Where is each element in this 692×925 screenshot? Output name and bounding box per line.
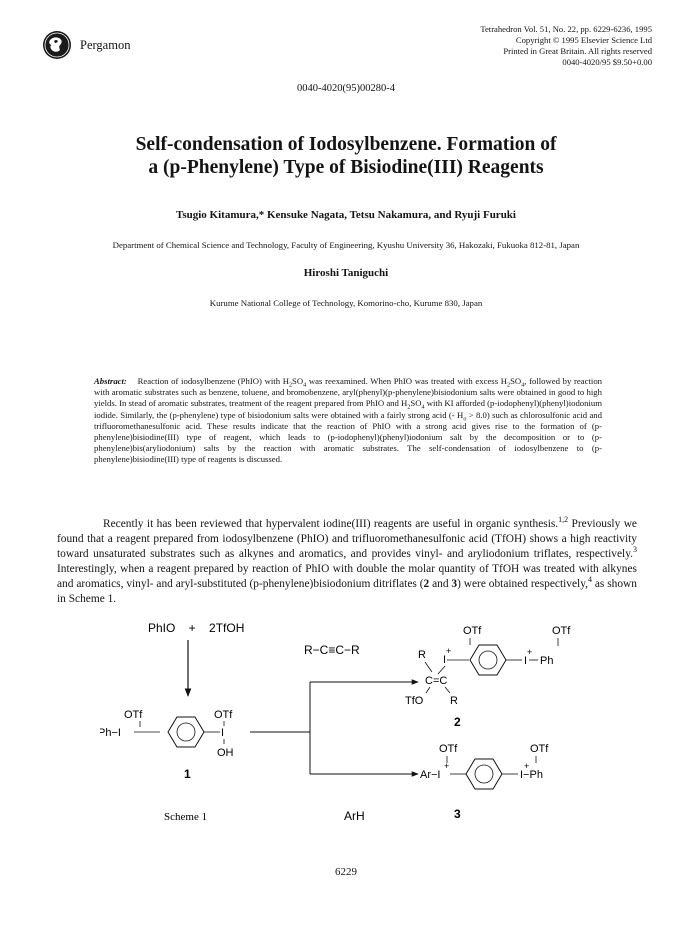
paper-title xyxy=(60,133,632,179)
p1b: Previously we found that a reagent prepared from iodosylbenzene (PhIO) and trifluoromethanesulfonic acid (TfOH) shows a high reactivity toward unsaturated substrates such as alkynes and aromatics, and provides vinyl- and aryliodonium triflates, respectively. xyxy=(57,518,637,560)
scheme-1-drawing xyxy=(100,618,620,858)
benzene-ring-3 xyxy=(466,759,502,789)
oh-group: OH xyxy=(217,747,234,759)
sub-o: o xyxy=(463,416,467,423)
p1c: Interestingly, when a reagent prepared by reaction of PhIO with double the molar quantity of TfOH was treated with alkynes and aromatics, vinyl- and aryl-substituted (p-phenylene)bisiodonium ditriflates ( xyxy=(57,563,637,590)
otf-left: OTf xyxy=(124,709,143,721)
abstract xyxy=(94,376,602,466)
abstract-text-4: > 8.0) such as chlorosulfonic acid and trifluoromethanesulfonic acid. These results indicate that the reaction of PhIO with a strong acid gives rise to the formation of (p-phenylene)bisiodine(III) type of reagent, which leads to (p-iodophenyl)(phenyl)iodonium salt by the decomposition or to (p-phenylene)bis(aryliodonium) salts by the reaction with aromatic substrates. The self-condensation of iodosylbenzene to (p-phenylene)bisiodine(III) type of reagents is discussed. xyxy=(94,409,602,465)
r-2b: R xyxy=(450,695,458,707)
i-ph-3: I−Ph xyxy=(520,769,543,781)
ph-2: Ph xyxy=(540,655,554,667)
sub-4c: 4 xyxy=(421,405,425,412)
plus-2b: + xyxy=(527,647,533,657)
affiliation-2: Kurume National College of Technology, Komorino-cho, Kurume 830, Japan xyxy=(209,298,483,308)
sub-4b: 4 xyxy=(521,382,525,389)
p1d: and xyxy=(429,578,452,590)
abstract-text-1b: SO xyxy=(292,376,304,386)
affiliation-1: Department of Chemical Science and Technology, Faculty of Engineering, Kyushu University 36, Hakozaki, Fukuoka 812-81, Japan xyxy=(112,240,580,250)
tfo-2: TfO xyxy=(405,695,424,707)
abstract-text-2: , followed by reaction with aromatic substrates such as benzene, toluene, and bromobenzene, aryl(phenyl)(p-phenylene)bisiodonium salts were obtained in good to high yields. In stead of aromatic substrates, treatment of the reagent prepared from PhIO and H xyxy=(94,376,603,409)
sub-2a: 2 xyxy=(289,382,293,389)
otf-2b: OTf xyxy=(552,625,571,637)
sub-2c: 2 xyxy=(407,405,411,412)
sub-2b: 2 xyxy=(507,382,511,389)
compound-label-3: 3 xyxy=(454,807,461,821)
plus-3a: + xyxy=(444,761,450,771)
page-number: 6229 xyxy=(335,866,357,878)
journal-citation xyxy=(352,24,652,35)
ph-i-left: Ph−I xyxy=(100,727,121,739)
otf-3b: OTf xyxy=(530,743,549,755)
p1a: Recently it has been reviewed that hypervalent iodine(III) reagents are useful in organic synthesis. xyxy=(103,518,559,530)
paragraph-1 xyxy=(57,517,637,607)
abstract-text-1d: SO xyxy=(510,376,522,386)
p1f: as shown in Scheme 1. xyxy=(57,578,637,605)
scheme-1 xyxy=(100,618,620,858)
abstract-text-2b: SO xyxy=(410,398,422,409)
journal-printed: Printed in Great Britain. All rights reserved xyxy=(503,46,652,56)
doi: 0040-4020(95)00280-4 xyxy=(297,83,395,94)
compound-label-1: 1 xyxy=(184,767,191,781)
title-line-2: a (p-Phenylene) Type of Bisiodine(III) Reagents xyxy=(148,157,544,178)
abstract-text-3: with KI afforded (p-iodophenyl)(phenyl)iodonium iodide. Similarly, the (p-phenylene) type of bisiodonium salts were obtained with a fairly strong acid (- H xyxy=(94,398,602,420)
scheme-caption: Scheme 1 xyxy=(164,811,208,823)
plus-3b: + xyxy=(524,761,530,771)
reactant-alkyne: R−C≡C−R xyxy=(304,643,360,657)
ref-3: 3 xyxy=(633,545,637,555)
otf-2a: OTf xyxy=(463,625,482,637)
author-2: Hiroshi Taniguchi xyxy=(303,267,389,279)
abstract-text-1: Reaction of iodosylbenzene (PhIO) with H xyxy=(137,376,289,386)
otf-right-1: OTf xyxy=(214,709,233,721)
plus-2a: + xyxy=(446,646,452,656)
p1e: ) were obtained respectively, xyxy=(457,578,589,590)
reactant-arene: ArH xyxy=(344,809,365,823)
journal-copyright: Copyright © 1995 Elsevier Science Ltd xyxy=(515,35,652,45)
abstract-label: Abstract: xyxy=(94,376,127,386)
compound-ref-2: 2 xyxy=(423,578,430,590)
cc-double-bond: C=C xyxy=(425,675,448,687)
ref-4: 4 xyxy=(588,575,592,585)
r-2a: R xyxy=(418,649,426,661)
ref-1-2: 1,2 xyxy=(558,515,569,525)
abstract-text-1c: was reexamined. When PhIO was treated with excess H xyxy=(306,376,508,386)
benzene-ring-1 xyxy=(168,717,204,747)
journal-line1: Tetrahedron Vol. 51, No. 22, pp. 6229-6236, 1995 xyxy=(480,24,652,34)
compound-label-2: 2 xyxy=(454,715,461,729)
pergamon-globe-icon xyxy=(42,30,72,60)
journal-price: 0040-4020/95 $9.50+0.00 xyxy=(562,57,652,67)
author-list: Tsugio Kitamura,* Kensuke Nagata, Tetsu Nakamura, and Ryuji Furuki xyxy=(176,209,516,221)
benzene-ring-2 xyxy=(470,645,506,675)
compound-ref-3: 3 xyxy=(451,578,458,590)
body-text xyxy=(57,517,637,607)
otf-3a: OTf xyxy=(439,743,458,755)
publisher-name: Pergamon xyxy=(80,38,131,52)
iodine-2a: I xyxy=(443,654,447,666)
journal-info xyxy=(352,24,652,68)
scheme-reagents: PhIO + 2TfOH xyxy=(148,621,245,635)
iodine-1: I xyxy=(221,727,225,739)
iodine-2b: I xyxy=(524,655,528,667)
ar-i-3: Ar−I xyxy=(420,769,441,781)
title-line-1: Self-condensation of Iodosylbenzene. Formation of xyxy=(135,134,557,155)
sub-4a: 4 xyxy=(303,382,307,389)
